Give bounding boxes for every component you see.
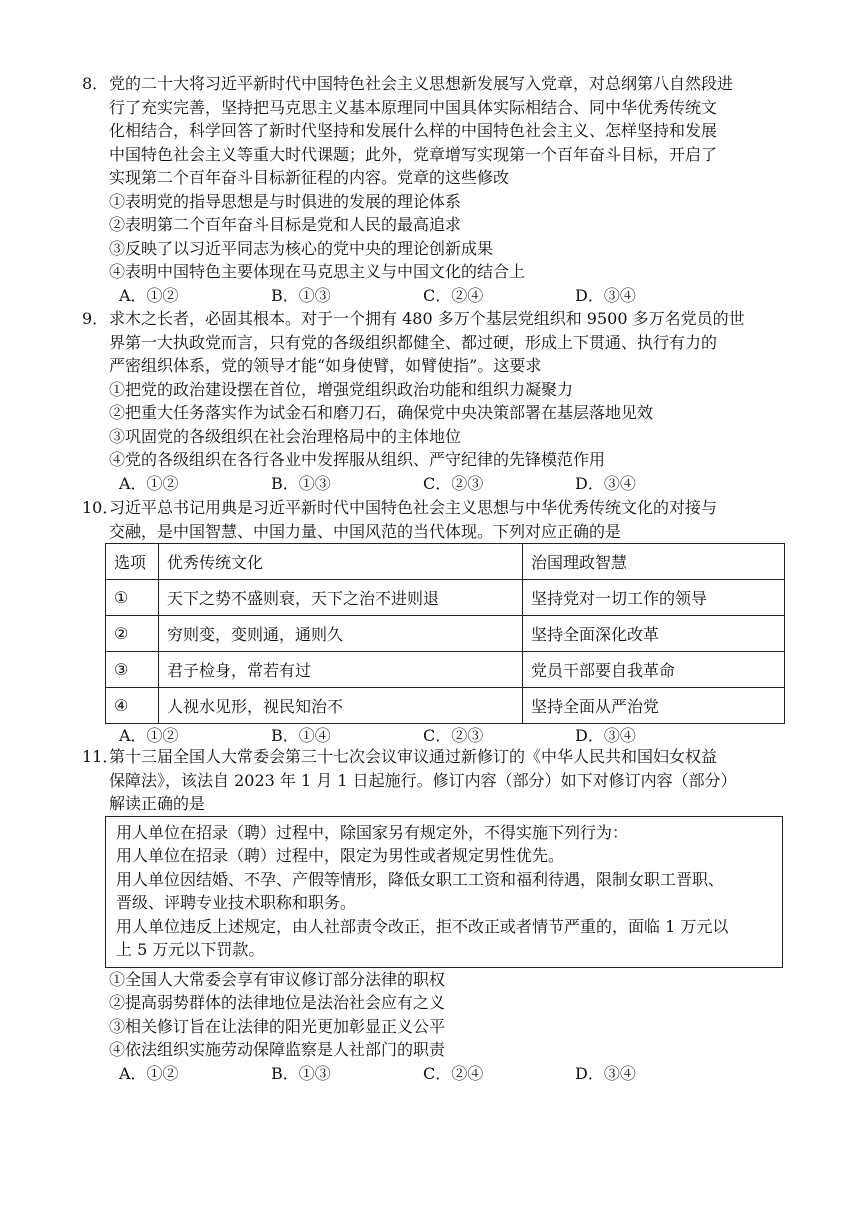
table-row xyxy=(106,652,785,688)
table-header: 选项 xyxy=(106,544,159,580)
option-d[interactable]: D．③④ xyxy=(575,726,636,745)
question-10 xyxy=(82,496,787,748)
option-d[interactable]: D．③④ xyxy=(575,285,636,305)
statement-item: ④党的各级组织在各行各业中发挥服从组织、严守纪律的先锋模范作用 xyxy=(109,450,606,469)
answer-options xyxy=(82,1062,787,1086)
option-d[interactable]: D．③④ xyxy=(575,1063,636,1083)
statement-item: ②把重大任务落实作为试金石和磨刀石，确保党中央决策部署在基层落地见效 xyxy=(109,403,654,422)
statement-item: ③相关修订旨在让法律的阳光更加彰显正义公平 xyxy=(109,1016,446,1036)
statement-item: ①表明党的指导思想是与时俱进的发展的理论体系 xyxy=(109,191,462,211)
table-cell: ③ xyxy=(106,652,159,688)
excerpt-line: 用人单位在招录（聘）过程中，除国家另有规定外，不得实施下列行为： xyxy=(116,822,629,842)
excerpt-line: 用人单位在招录（聘）过程中，限定为男性或者规定男性优先。 xyxy=(116,846,565,865)
option-c[interactable]: C．②④ xyxy=(423,285,484,305)
table-cell: 党员干部要自我革命 xyxy=(523,652,785,688)
table-cell: 坚持全面从严治党 xyxy=(523,688,785,724)
stem-line: 保障法》，该法自 2023 年 1 月 1 日起施行。修订内容（部分）如下对修订内容（部分） xyxy=(109,770,737,790)
option-c[interactable]: C．②③ xyxy=(423,473,484,493)
option-c[interactable]: C．②③ xyxy=(423,726,484,745)
stem-line: 习近平总书记用典是习近平新时代中国特色社会主义思想与中华优秀传统文化的对接与 xyxy=(109,498,718,517)
question-8 xyxy=(82,72,787,307)
stem-line: 解读正确的是 xyxy=(109,794,206,813)
question-number: 11． xyxy=(82,747,119,766)
stem-line: 化相结合，科学回答了新时代坚持和发展什么样的中国特色社会主义、怎样坚持和发展 xyxy=(109,121,718,140)
table-cell: 坚持全面深化改革 xyxy=(523,616,785,652)
statement-item: ②提高弱势群体的法律地位是法治社会应有之义 xyxy=(109,993,446,1012)
statement-item: ④依法组织实施劳动保障监察是人社部门的职责 xyxy=(109,1040,446,1059)
table-cell: ④ xyxy=(106,688,159,724)
option-a[interactable]: A．①② xyxy=(119,473,179,493)
answer-options xyxy=(82,472,787,496)
question-number: 8． xyxy=(82,74,109,93)
option-d[interactable]: D．③④ xyxy=(575,473,636,493)
option-b[interactable]: B．①③ xyxy=(271,285,331,305)
option-b[interactable]: B．①③ xyxy=(271,473,331,493)
option-b[interactable]: B．①③ xyxy=(271,1063,331,1083)
stem-line: 求木之长者，必固其根本。对于一个拥有 480 多万个基层党组织和 9500 多万名党员的世 xyxy=(109,309,745,328)
question-11 xyxy=(82,745,787,1085)
table-row xyxy=(106,616,785,652)
statement-item: ②表明第二个百年奋斗目标是党和人民的最高追求 xyxy=(109,215,462,234)
table-cell: ② xyxy=(106,616,159,652)
excerpt-line: 晋级、评聘专业技术职称和职务。 xyxy=(116,893,357,912)
excerpt-line: 用人单位因结婚、不孕、产假等情形，降低女职工工资和福利待遇，限制女职工晋职、 xyxy=(116,869,725,889)
excerpt-line: 上 5 万元以下罚款。 xyxy=(116,940,265,959)
table-cell: ① xyxy=(106,580,159,616)
statement-item: ①把党的政治建设摆在首位，增强党组织政治功能和组织力凝聚力 xyxy=(109,379,574,399)
question-stem xyxy=(82,745,787,816)
question-stem xyxy=(82,307,787,378)
stem-line: 第十三届全国人大常委会第三十七次会议审议通过新修订的《中华人民共和国妇女权益 xyxy=(109,747,718,766)
table-cell: 君子检身，常若有过 xyxy=(159,652,523,688)
stem-line: 党的二十大将习近平新时代中国特色社会主义思想新发展写入党章，对总纲第八自然段进 xyxy=(109,74,734,93)
culture-table xyxy=(105,543,785,724)
option-c[interactable]: C．②④ xyxy=(423,1063,484,1083)
statement-item: ①全国人大常委会享有审议修订部分法律的职权 xyxy=(109,969,446,989)
table-header-row xyxy=(106,544,785,580)
question-9 xyxy=(82,307,787,495)
stem-line: 实现第二个百年奋斗目标新征程的内容。党章的这些修改 xyxy=(109,168,510,187)
question-stem xyxy=(82,496,787,543)
question-number: 9． xyxy=(82,309,109,328)
stem-line: 行了充实完善，坚持把马克思主义基本原理同中国具体实际相结合、同中华优秀传统文 xyxy=(109,97,718,117)
option-a[interactable]: A．①② xyxy=(119,726,179,745)
stem-line: 交融，是中国智慧、中国力量、中国风范的当代体现。下列对应正确的是 xyxy=(109,521,622,541)
table-row xyxy=(106,580,785,616)
statement-item: ③巩固党的各级组织在社会治理格局中的主体地位 xyxy=(109,426,462,446)
table-cell: 天下之势不盛则衰，天下之治不进则退 xyxy=(159,580,523,616)
stem-line: 严密组织体系，党的领导才能“如身使臂，如臂使指”。这要求 xyxy=(109,356,542,375)
answer-options xyxy=(82,724,787,748)
table-cell: 人视水见形，视民知治不 xyxy=(159,688,523,724)
table-header: 优秀传统文化 xyxy=(159,544,523,580)
answer-options xyxy=(82,284,787,308)
stem-line: 界第一大执政党而言，只有党的各级组织都健全、都过硬，形成上下贯通、执行有力的 xyxy=(109,332,718,352)
option-a[interactable]: A．①② xyxy=(119,285,179,305)
option-b[interactable]: B．①④ xyxy=(271,726,331,745)
law-excerpt-box xyxy=(105,816,783,968)
question-stem xyxy=(82,72,787,190)
table-cell: 穷则变，变则通，通则久 xyxy=(159,616,523,652)
statement-item: ④表明中国特色主要体现在马克思主义与中国文化的结合上 xyxy=(109,262,526,281)
table-cell: 坚持党对一切工作的领导 xyxy=(523,580,785,616)
option-a[interactable]: A．①② xyxy=(119,1063,179,1083)
question-number: 10． xyxy=(82,498,119,517)
statement-item: ③反映了以习近平同志为核心的党中央的理论创新成果 xyxy=(109,238,494,258)
excerpt-line: 用人单位违反上述规定，由人社部责令改正，拒不改正或者情节严重的，面临 1 万元以 xyxy=(116,916,729,936)
table-header: 治国理政智慧 xyxy=(523,544,785,580)
table-row xyxy=(106,688,785,724)
stem-line: 中国特色社会主义等重大时代课题；此外，党章增写实现第一个百年奋斗目标，开启了 xyxy=(109,144,718,164)
